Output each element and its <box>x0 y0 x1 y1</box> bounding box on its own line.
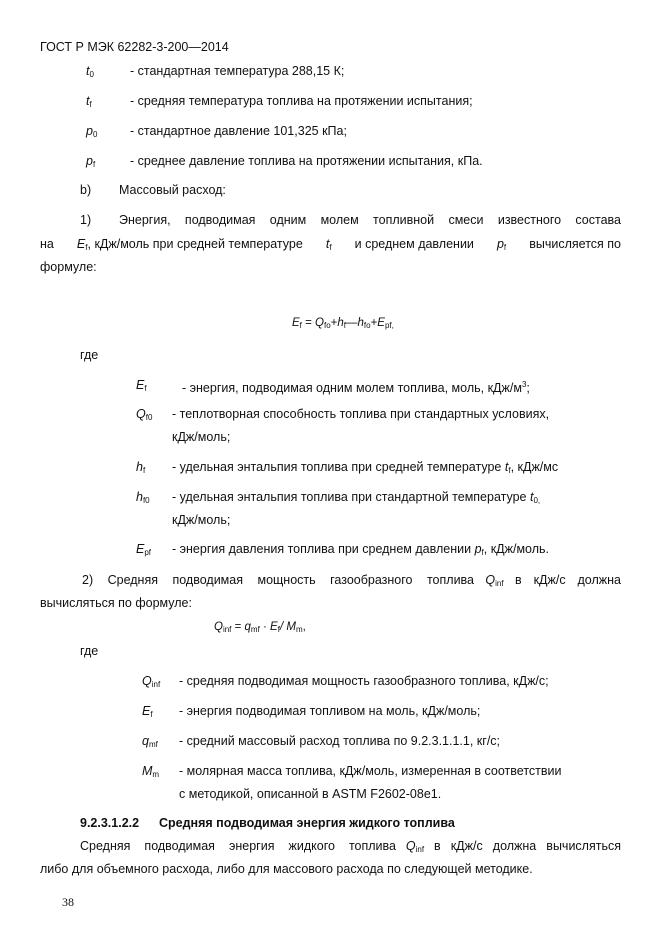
var-symbol: $E_f$ <box>136 378 147 393</box>
var-description: - молярная масса топлива, кДж/моль, измеренная в соответствии <box>179 764 562 778</box>
var-description: - стандартное давление 101,325 кПа; <box>130 124 347 138</box>
list-label-b: b) <box>80 183 92 197</box>
var-description: - среднее давление топлива на протяжении испытания, кПа. <box>130 154 483 168</box>
para-line: формуле: <box>40 260 97 274</box>
var-description: - средняя температура топлива на протяжении испытания; <box>130 94 473 108</box>
var-description-cont: кДж/моль; <box>172 513 231 527</box>
var-description: - средняя подводимая мощность газообразного топлива, кДж/с; <box>179 674 549 688</box>
var-description-cont: с методикой, описанной в ASTM F2602-08e1. <box>179 787 442 801</box>
var-symbol: $q_{mf}$ <box>142 734 158 749</box>
section-title: Средняя подводимая энергия жидкого топлива <box>159 816 455 830</box>
var-symbol: $E_f$ <box>142 704 153 719</box>
para-line: 2) Средняя подводимая мощность газообразного топлива $Q_{inf}$ в кДж/с должна <box>82 573 621 588</box>
var-description: - удельная энтальпия топлива при средней температуре $t_f$, кДж/мс <box>172 460 559 475</box>
para-line: либо для объемного расхода, либо для массового расхода по следующей методике. <box>40 862 533 876</box>
para-line: Средняя подводимая энергия жидкого топлива $Q_{inf}$ в кДж/с должна вычисляться <box>80 839 621 854</box>
where-label: где <box>80 644 99 658</box>
var-description: - средний массовый расход топлива по 9.2.3.1.1.1, кг/с; <box>179 734 501 748</box>
var-description: - энергия давления топлива при среднем давлении $p_f$, кДж/моль. <box>172 542 550 557</box>
var-symbol: $h_f$ <box>136 460 146 475</box>
para-line: на $E_f$, кДж/моль при средней температуре $t_f$ и среднем давлении $p_f$ вычисляется по <box>40 237 621 252</box>
var-description: - удельная энтальпия топлива при стандартной температуре $t_{0,}$ <box>172 490 541 505</box>
var-description: - стандартная температура 288,15 К; <box>130 64 345 78</box>
formula-energy: $E_f$ = $Q_{fo}+h_f—h_{fo}+E_{pf,}$ <box>292 317 394 330</box>
var-symbol: $Q_{inf}$ <box>142 674 161 689</box>
var-symbol: $p_f$ <box>86 154 96 169</box>
section-number: 9.2.3.1.2.2 <box>80 816 140 830</box>
para-line: вычисляться по формуле: <box>40 596 192 610</box>
list-text-b: Массовый расход: <box>119 183 226 197</box>
var-symbol: $p_0$ <box>86 124 98 139</box>
var-description: - энергия подводимая топливом на моль, кДж/моль; <box>179 704 481 718</box>
var-symbol: $t_0$ <box>86 64 94 79</box>
var-symbol: $E_{pf}$ <box>136 542 152 557</box>
var-description-cont: кДж/моль; <box>172 430 231 444</box>
formula-power: $Q_{inf} = q_{mf} \cdot E_f/$ $M_m$, <box>214 621 306 634</box>
var-description: - теплотворная способность топлива при стандартных условиях, <box>172 407 550 421</box>
document-header: ГОСТ Р МЭК 62282-3-200—2014 <box>40 40 229 54</box>
var-symbol: $M_m$ <box>142 764 160 779</box>
var-symbol: $t_f$ <box>86 94 92 109</box>
para-line: Энергия, подводимая одним молем топливной смеси известного состава <box>119 213 621 227</box>
page-number: 38 <box>62 895 74 909</box>
where-label: где <box>80 348 99 362</box>
var-symbol: $Q_{f0}$ <box>136 407 153 422</box>
var-description: - энергия, подводимая одним молем топлива, моль, кДж/$м^3$; <box>182 380 530 395</box>
var-symbol: $h_{f0}$ <box>136 490 150 505</box>
para-number: 1) <box>80 213 92 227</box>
